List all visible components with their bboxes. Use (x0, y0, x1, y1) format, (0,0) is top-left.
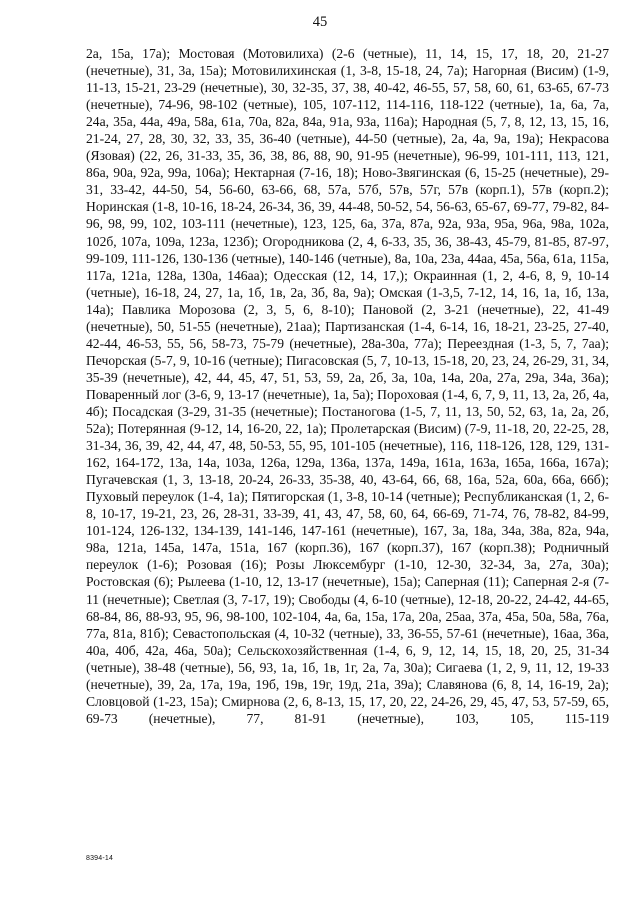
document-code: 8394-14 (86, 855, 114, 862)
street-list-text: 2а, 15а, 17а); Мостовая (Мотовилиха) (2-6 (четные), 11, 14, 15, 17, 18, 20, 21-27 (нечетные), 31, 3а, 15а); Мотовилихинская (1, 3-8, 15-18, 24, 7а); Нагорная (Висим) (1-9, 11-13, 15-21, 23-29 (нечетные), 30, 32-35, 37, 38, 40-42, 46-55, 57, 58, 60, 61, 63-65, 67-73 (нечетные), 74-96, 98-102 (четные), 105, 107-112, 114-116, 118-122 (четные), 1а, 6а, 7а, 24а, 35а, 44а, 49а, 58а, 61а, 70а, 82а, 84а, 91а, 93а, 116а); Народная (5, 7, 8, 12, 13, 15, 16, 21-24, 27, 28, 30, 32, 33, 35, 36-40 (четные), 44-50 (четные), 2а, 4а, 9а, 19а); Некрасова (Язовая) (22, 26, 31-33, 35, 36, 38, 86, 88, 90, 91-95 (нечетные), 96-99, 101-111, 113, 121, 86а, 90а, 92а, 99а, 106а); Нектарная (7-16, 18); Ново-Звягинская (6, 15-25 (нечетные), 29-31, 33-42, 44-50, 54, 56-60, 63-66, 68, 57а, 57б, 57в, 57г, 57в (корп.1), 57в (корп.2); Норинская (1-8, 10-16, 18-24, 26-34, 36, 39, 44-48, 50-52, 54, 56-63, 65-67, 69-77, 79-82, 84-96, 98, 99, 102, 103-111 (нечетные), 123, 125, 6а, 37а, 87а, 92а, 93а, 95а, 96а, 98а, 102а, 102б, 107а, 109а, 123а, 123б); Огородникова (2, 4, 6-33, 35, 36, 38-43, 45-79, 81-85, 87-97, 99-109, 111-126, 130-136 (четные), 140-146 (четные), 8а, 10а, 23а, 44аа, 45а, 56а, 61а, 115а, 117а, 121а, 128а, 130а, 146аа); Одесская (12, 14, 17,); Окраинная (1, 2, 4-6, 8, 9, 10-14 (четные), 16-18, 24, 27, 1а, 1б, 1в, 2а, 3б, 8а, 9а); Омская (1-3,5, 7-12, 14, 16, 1а, 1б, 13а, 14а); Павлика Морозова (2, 3, 5, 6, 8-10); Пановой (2, 3-21 (нечетные), 22, 41-49 (нечетные), 50, 51-55 (нечетные), 21аа); Партизанская (1-4, 6-14, 16, 18-21, 23-25, 27-40, 42-44, 46-53, 55, 56, 58-73, 75-79 (нечетные), 28а-30а, 77а); Переездная (1-3, 5, 7, 7аа); Печорская (5-7, 9, 10-16 (четные); Пигасовская (5, 7, 10-13, 15-18, 20, 23, 24, 26-29, 31, 34, 35-39 (нечетные), 42, 44, 45, 47, 51, 53, 59, 2а, 2б, 3а, 10а, 14а, 20а, 27а, 29а, 34а, 36а); Поваренный лог (3-6, 9, 13-17 (нечетные), 1а, 5а); Пороховая (1-4, 6, 7, 9, 11, 13, 2а, 2б, 4а, 4б); Посадская (3-29, 31-35 (нечетные); Постаногова (1-5, 7, 11, 13, 50, 52, 63, 1а, 2а, 2б, 52а); Потерянная (9-12, 14, 16-20, 22, 1а); Пролетарская (Висим) (7-9, 11-18, 20, 22-25, 28, 31-34, 36, 39, 42, 44, 47, 48, 50-53, 55, 95, 101-105 (нечетные), 116, 118-126, 128, 129, 131-162, 164-172, 13а, 14а, 103а, 126а, 129а, 136а, 137а, 149а, 161а, 163а, 165а, 166а, 167а); Пугачевская (1, 3, 13-18, 20-24, 26-33, 35-38, 40, 43-64, 66, 68, 16а, 52а, 60а, 66а, 66б); Пуховый переулок (1-4, 1а); Пятигорская (1, 3-8, 10-14 (четные); Республиканская (1, 2, 6-8, 10-17, 19-21, 23, 26, 28-31, 33-39, 41, 43, 47, 58, 60, 64, 66-69, 71-74, 76, 78-82, 84-99, 101-124, 126-132, 134-139, 141-146, 147-161 (нечетные), 167, 3а, 18а, 34а, 38а, 82а, 94а, 98а, 121а, 145а, 147а, 151а, 167 (корп.36), 167 (корп.37), 167 (корп.38); Родничный переулок (1-6); Розовая (16); Розы Люксембург (1-10, 12-30, 32-34, 3а, 27а, 30а); Ростовская (6); Рылеева (1-10, 12, 13-17 (нечетные), 15а); Саперная (11); Саперная 2-я (7-11 (нечетные); Светлая (3, 7-17, 19); Свободы (4, 6-10 (четные), 12-18, 20-22, 24-42, 44-65, 68-84, 86, 88-93, 95, 96, 98-100, 102-104, 4а, 6а, 15а, 17а, 20а, 25аа, 37а, 45а, 50а, 58а, 76а, 77а, 81а, 81б); Севастопольская (4, 10-32 (четные), 33, 36-55, 57-61 (нечетные), 16аа, 36а, 40а, 40б, 42а, 46а, 50а); Сельскохозяйственная (1-4, 6, 9, 12, 14, 15, 18, 20, 25, 31-34 (четные), 38-48 (четные), 56, 93, 1а, 1б, 1в, 1г, 2а, 7а, 30а); Сигаева (1, 2, 9, 11, 12, 19-33 (нечетные), 39, 2а, 17а, 19а, 19б, 19в, 19г, 19д, 21а, 39а); Славянова (6, 8, 14, 16-19, 2а); Словцовой (1-23, 15а); Смирнова (2, 6, 8-13, 15, 17, 20, 22, 24-26, 29, 45, 47, 53, 57-59, 65, 69-73 (нечетные), 77, 81-91 (нечетные), 103, 105, 115-119 (86, 46, 609, 726)
page-number: 45 (312, 14, 328, 30)
